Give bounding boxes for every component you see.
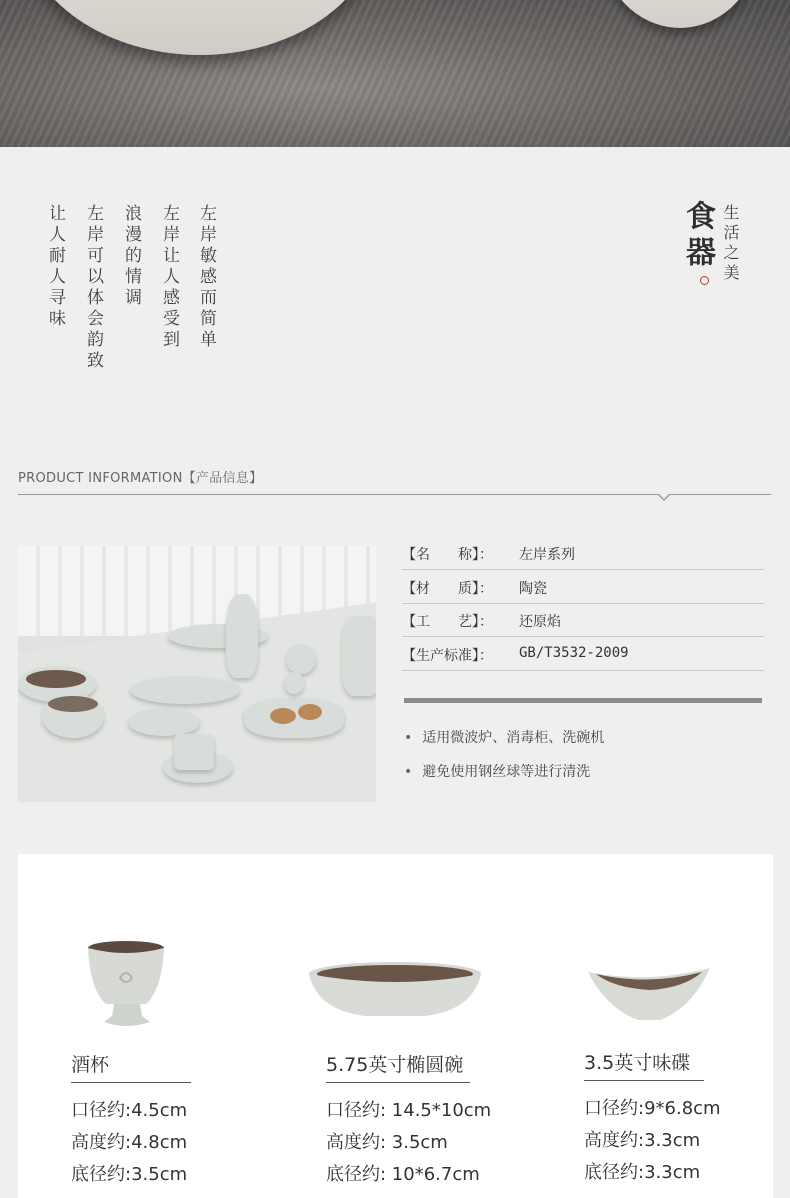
spec-row-material	[402, 571, 764, 604]
product-photo	[18, 546, 376, 802]
item-spec: 底径约:3.5cm	[71, 1164, 188, 1185]
care-note-2: • 避免使用钢丝球等进行清洗	[404, 761, 590, 781]
sauce-dish-icon	[584, 964, 714, 1026]
poem-column-5: 左岸敏感而简单	[196, 204, 216, 351]
poem-column-3: 浪漫的情调	[121, 204, 141, 309]
sugar-pot	[286, 644, 316, 674]
spec-value: 还原焰	[519, 614, 561, 630]
product-card	[18, 854, 773, 1198]
red-dot-icon	[700, 276, 709, 285]
item-spec: 口径约: 14.5*10cm	[326, 1100, 492, 1121]
poem-column-1: 让人耐人寻味	[45, 204, 65, 330]
spec-row-craft	[402, 604, 764, 637]
item-name-oval-bowl: 5.75英寸椭圆碗	[326, 1050, 470, 1083]
spec-value: GB/T3532-2009	[519, 645, 629, 661]
poem-column-4: 左岸让人感受到	[159, 204, 179, 351]
brand-subtitle: 生活之美	[721, 204, 740, 284]
spec-row-name	[402, 537, 764, 570]
egg-cup	[284, 672, 304, 694]
item-spec: 高度约:4.8cm	[71, 1132, 188, 1153]
spec-label: 【生产标准】：	[402, 648, 493, 664]
hero-photo	[0, 0, 790, 147]
item-spec: 底径约:3.3cm	[584, 1162, 701, 1183]
item-name-sauce-dish: 3.5英寸味碟	[584, 1048, 704, 1081]
dish-middle	[130, 676, 240, 704]
item-spec: 口径约:4.5cm	[71, 1100, 188, 1121]
spec-value: 陶瓷	[519, 581, 547, 597]
item-name-cup: 酒杯	[71, 1050, 191, 1083]
dish-fruit	[128, 708, 200, 736]
spec-label: 【工 艺】：	[402, 614, 493, 630]
vase	[226, 594, 258, 678]
item-spec: 高度约: 3.5cm	[326, 1132, 448, 1153]
brand-mark	[682, 200, 752, 300]
item-spec: 底径约: 10*6.7cm	[326, 1164, 480, 1185]
item-spec: 高度约:3.3cm	[584, 1130, 701, 1151]
wine-cup-icon	[82, 938, 174, 1034]
spec-label: 【材 质】：	[402, 581, 493, 597]
pitcher	[342, 616, 376, 696]
poem-column-2: 左岸可以体会韵致	[83, 204, 103, 372]
brand-title: 食器	[680, 200, 715, 272]
care-note-1: • 适用微波炉、消毒柜、洗碗机	[404, 727, 604, 747]
spec-divider	[404, 698, 762, 703]
spec-label: 【名 称】：	[402, 547, 493, 563]
spec-value: 左岸系列	[519, 547, 575, 563]
mug	[174, 734, 214, 770]
oval-bowl-icon	[305, 960, 485, 1024]
spec-row-standard	[402, 638, 764, 671]
item-spec: 口径约:9*6.8cm	[584, 1098, 721, 1119]
product-info-title: PRODUCT INFORMATION【产品信息】	[18, 471, 263, 486]
